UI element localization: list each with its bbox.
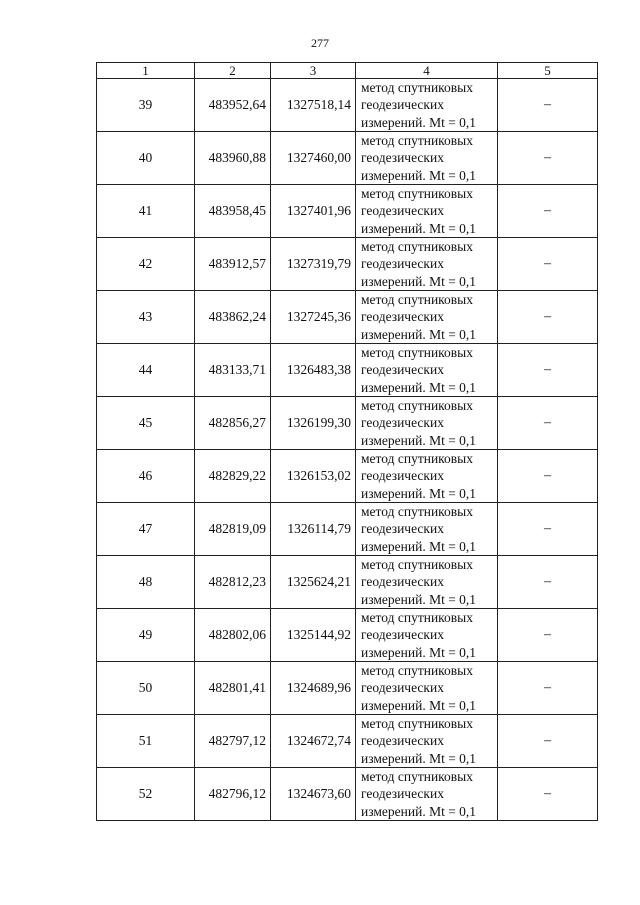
table-row xyxy=(97,609,598,662)
point-number-cell: 41 xyxy=(97,185,195,238)
x-coordinate-cell: 482829,22 xyxy=(195,450,271,503)
method-cell: метод спутниковых геодезических измерений. Mt = 0,1 xyxy=(356,291,498,344)
table-row xyxy=(97,79,598,132)
method-cell: метод спутниковых геодезических измерений. Mt = 0,1 xyxy=(356,768,498,821)
table-body xyxy=(97,79,598,821)
table-row xyxy=(97,344,598,397)
note-cell: – xyxy=(498,556,598,609)
table-row xyxy=(97,503,598,556)
y-coordinate-cell: 1324673,60 xyxy=(271,768,356,821)
x-coordinate-cell: 482856,27 xyxy=(195,397,271,450)
table-row xyxy=(97,450,598,503)
x-coordinate-cell: 482812,23 xyxy=(195,556,271,609)
point-number-cell: 51 xyxy=(97,715,195,768)
y-coordinate-cell: 1327518,14 xyxy=(271,79,356,132)
point-number-cell: 50 xyxy=(97,662,195,715)
header-col-5: 5 xyxy=(498,63,598,79)
x-coordinate-cell: 483952,64 xyxy=(195,79,271,132)
y-coordinate-cell: 1324689,96 xyxy=(271,662,356,715)
point-number-cell: 48 xyxy=(97,556,195,609)
method-cell: метод спутниковых геодезических измерений. Mt = 0,1 xyxy=(356,397,498,450)
point-number-cell: 49 xyxy=(97,609,195,662)
table-header-row xyxy=(97,63,598,79)
point-number-cell: 39 xyxy=(97,79,195,132)
x-coordinate-cell: 482802,06 xyxy=(195,609,271,662)
y-coordinate-cell: 1326483,38 xyxy=(271,344,356,397)
x-coordinate-cell: 483133,71 xyxy=(195,344,271,397)
header-col-3: 3 xyxy=(271,63,356,79)
table-row xyxy=(97,291,598,344)
note-cell: – xyxy=(498,609,598,662)
coordinates-table xyxy=(96,62,598,821)
page-number: 277 xyxy=(311,36,329,50)
x-coordinate-cell: 483958,45 xyxy=(195,185,271,238)
y-coordinate-cell: 1327460,00 xyxy=(271,132,356,185)
method-cell: метод спутниковых геодезических измерений. Mt = 0,1 xyxy=(356,79,498,132)
method-cell: метод спутниковых геодезических измерений. Mt = 0,1 xyxy=(356,715,498,768)
method-cell: метод спутниковых геодезических измерений. Mt = 0,1 xyxy=(356,238,498,291)
y-coordinate-cell: 1327245,36 xyxy=(271,291,356,344)
point-number-cell: 45 xyxy=(97,397,195,450)
header-col-1: 1 xyxy=(97,63,195,79)
table-row xyxy=(97,768,598,821)
point-number-cell: 52 xyxy=(97,768,195,821)
method-cell: метод спутниковых геодезических измерений. Mt = 0,1 xyxy=(356,662,498,715)
method-cell: метод спутниковых геодезических измерений. Mt = 0,1 xyxy=(356,503,498,556)
note-cell: – xyxy=(498,397,598,450)
point-number-cell: 47 xyxy=(97,503,195,556)
table-row xyxy=(97,185,598,238)
x-coordinate-cell: 483862,24 xyxy=(195,291,271,344)
x-coordinate-cell: 482819,09 xyxy=(195,503,271,556)
y-coordinate-cell: 1326114,79 xyxy=(271,503,356,556)
x-coordinate-cell: 482796,12 xyxy=(195,768,271,821)
note-cell: – xyxy=(498,238,598,291)
method-cell: метод спутниковых геодезических измерений. Mt = 0,1 xyxy=(356,185,498,238)
y-coordinate-cell: 1326199,30 xyxy=(271,397,356,450)
x-coordinate-cell: 483912,57 xyxy=(195,238,271,291)
y-coordinate-cell: 1326153,02 xyxy=(271,450,356,503)
method-cell: метод спутниковых геодезических измерений. Mt = 0,1 xyxy=(356,344,498,397)
y-coordinate-cell: 1327319,79 xyxy=(271,238,356,291)
table-row xyxy=(97,715,598,768)
note-cell: – xyxy=(498,662,598,715)
note-cell: – xyxy=(498,344,598,397)
point-number-cell: 44 xyxy=(97,344,195,397)
note-cell: – xyxy=(498,185,598,238)
point-number-cell: 46 xyxy=(97,450,195,503)
method-cell: метод спутниковых геодезических измерений. Mt = 0,1 xyxy=(356,450,498,503)
point-number-cell: 43 xyxy=(97,291,195,344)
y-coordinate-cell: 1324672,74 xyxy=(271,715,356,768)
table-row xyxy=(97,397,598,450)
note-cell: – xyxy=(498,79,598,132)
point-number-cell: 42 xyxy=(97,238,195,291)
note-cell: – xyxy=(498,291,598,344)
table-row xyxy=(97,556,598,609)
x-coordinate-cell: 482801,41 xyxy=(195,662,271,715)
y-coordinate-cell: 1327401,96 xyxy=(271,185,356,238)
method-cell: метод спутниковых геодезических измерений. Mt = 0,1 xyxy=(356,132,498,185)
point-number-cell: 40 xyxy=(97,132,195,185)
method-cell: метод спутниковых геодезических измерений. Mt = 0,1 xyxy=(356,556,498,609)
note-cell: – xyxy=(498,715,598,768)
note-cell: – xyxy=(498,132,598,185)
table-row xyxy=(97,238,598,291)
x-coordinate-cell: 483960,88 xyxy=(195,132,271,185)
table-row xyxy=(97,662,598,715)
header-col-2: 2 xyxy=(195,63,271,79)
y-coordinate-cell: 1325144,92 xyxy=(271,609,356,662)
x-coordinate-cell: 482797,12 xyxy=(195,715,271,768)
method-cell: метод спутниковых геодезических измерений. Mt = 0,1 xyxy=(356,609,498,662)
note-cell: – xyxy=(498,768,598,821)
note-cell: – xyxy=(498,450,598,503)
note-cell: – xyxy=(498,503,598,556)
table-row xyxy=(97,132,598,185)
y-coordinate-cell: 1325624,21 xyxy=(271,556,356,609)
header-col-4: 4 xyxy=(356,63,498,79)
